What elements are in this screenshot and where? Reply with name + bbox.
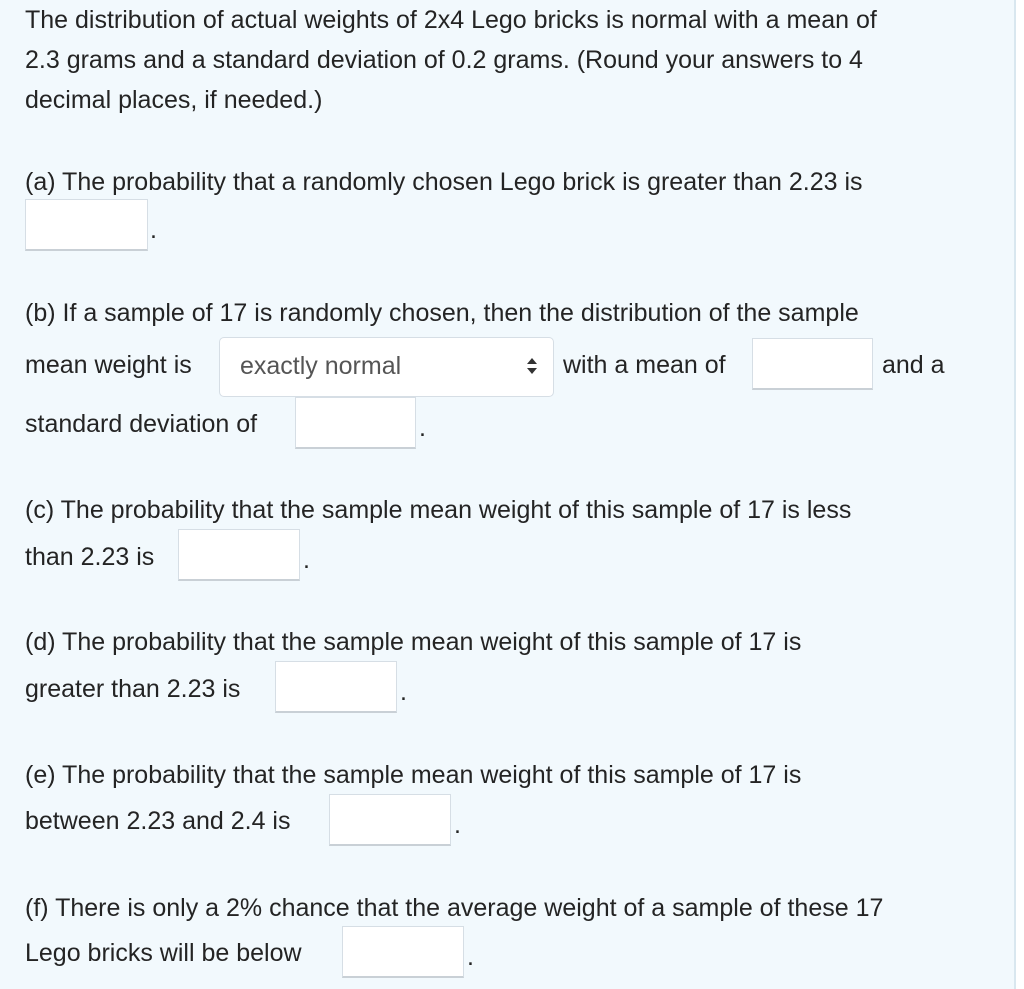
part-f-question-line-2: Lego bricks will be below [25,939,302,967]
part-c-answer-input[interactable] [178,529,300,581]
part-c-period: . [303,546,310,574]
part-a-question: (a) The probability that a randomly chosen Lego brick is greater than 2.23 is [25,168,863,196]
part-d-period: . [400,678,407,706]
part-b-suffix: and a [882,351,945,379]
part-b-prefix: mean weight is [25,351,192,379]
part-f-answer-input[interactable] [342,926,464,978]
part-c-question-line-2: than 2.23 is [25,543,155,571]
part-a-period: . [150,216,157,244]
part-d-question: (d) The probability that the sample mean weight of this sample of 17 is [25,628,802,656]
up-down-chevron-icon [526,357,538,375]
part-e-period: . [454,811,461,839]
part-b-middle: with a mean of [563,351,726,379]
part-e-question: (e) The probability that the sample mean weight of this sample of 17 is [25,761,802,789]
part-b-sd-label: standard deviation of [25,410,258,438]
part-d-question-line-2: greater than 2.23 is [25,675,241,703]
part-f-period: . [467,943,474,971]
intro-line-3: decimal places, if needed.) [25,86,323,114]
intro-line-2: 2.3 grams and a standard deviation of 0.2 grams. (Round your answers to 4 [25,46,863,74]
part-c-question: (c) The probability that the sample mean weight of this sample of 17 is less [25,496,852,524]
part-b-mean-input[interactable] [752,338,873,390]
part-b-period: . [419,414,426,442]
part-b-question: (b) If a sample of 17 is randomly chosen, then the distribution of the sample [25,299,859,327]
part-b-sd-input[interactable] [295,397,416,449]
part-d-answer-input[interactable] [275,661,397,713]
part-e-question-line-2: between 2.23 and 2.4 is [25,807,291,835]
distribution-select[interactable] [219,337,554,397]
part-a-answer-input[interactable] [25,199,148,251]
distribution-select-value: exactly normal [240,352,402,380]
intro-line-1: The distribution of actual weights of 2x4 Lego bricks is normal with a mean of [25,6,877,34]
part-f-question: (f) There is only a 2% chance that the average weight of a sample of these 17 [25,894,884,922]
part-e-answer-input[interactable] [329,794,451,846]
